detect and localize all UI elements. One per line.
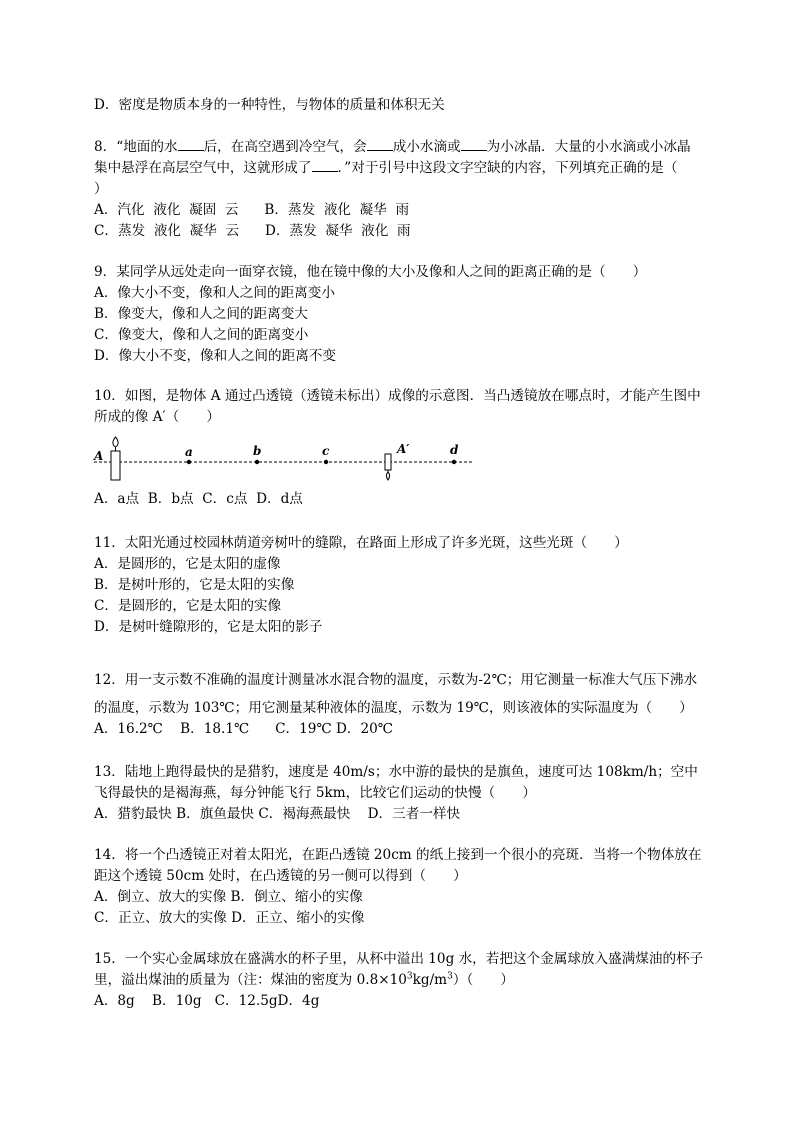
q13-stem: 13．陆地上跑得最快的是猎豹，速度是 40m/s；水中游的最快的是旗鱼，速度可达 108km/h；空中飞得最快的是褐海燕，每分钟能飞行 5km，比较它们运动的快慢（ ） [94,764,698,801]
q9-option-b: B．像变大，像和人之间的距离变大 [94,306,308,322]
image-candle-icon [385,454,391,470]
image-flame-icon [387,472,390,480]
point-b [255,460,259,464]
flame-icon [113,437,118,447]
q14-options-row-1: A．倒立、放大的实像 B．倒立、缩小的实像 [94,889,363,905]
q10-options: A．a点 B．b点 C．c点 D．d点 [94,491,303,507]
q8-stem-part: 后，在高空遇到冷空气，会 [203,139,367,155]
label-c: c [322,444,330,458]
label-A: A [94,449,104,463]
label-d: d [450,443,459,457]
q15-stem-tail: ）（ ） [452,972,514,988]
candle-icon [111,451,120,480]
q12-stem-line-1: 12．用一支示数不准确的温度计测量冰水混合物的温度，示数为-2℃；用它测量一标准大气压下沸水 [94,672,698,688]
q9-option-d: D．像大小不变，像和人之间的距离不变 [94,348,336,364]
q15-superscript: 3 [447,971,453,982]
q11-option-d: D．是树叶缝隙形的，它是太阳的影子 [94,619,323,635]
answer-blank [367,137,393,151]
q8-options-row-1: A．汽化 液化 凝固 云 B．蒸发 液化 凝华 雨 [94,202,410,218]
label-b: b [253,444,262,458]
question-8 [94,137,704,242]
q8-stem [94,137,704,200]
question-13 [94,762,704,825]
lens-diagram [92,436,477,482]
q14-options-row-2: C．正立、放大的实像 D．正立、缩小的实像 [94,910,365,926]
q9-option-a: A．像大小不变，像和人之间的距离变小 [94,285,335,301]
question-11 [94,533,704,638]
q8-options-row-2: C．蒸发 液化 凝华 云 D．蒸发 凝华 液化 雨 [94,223,411,239]
q11-option-b: B．是树叶形的，它是太阳的实像 [94,577,295,593]
q12-stem-line-2: 的温度，示数为 103℃；用它测量某种液体的温度，示数为 19℃，则该液体的实际温度为（ ） [94,700,693,716]
q8-stem-part: ．”对于引号中这段文字空缺的内容，下列填充正确的是（ ） [94,160,705,197]
question-9 [94,262,704,367]
label-A-prime: A′ [397,442,410,456]
question-15 [94,949,704,1012]
q11-option-a: A．是圆形的，它是太阳的虚像 [94,556,281,572]
point-c [324,460,328,464]
label-a: a [185,445,193,459]
answer-blank [312,158,338,172]
q15-stem [94,949,704,991]
answer-blank [461,137,487,151]
answer-blank [178,137,204,151]
question-14 [94,845,704,929]
q8-stem-part: 8．“地面的水 [94,139,178,155]
q15-options: A．8g B．10g C．12.5gD．4g [94,993,320,1009]
q15-unit-text: kg/m [412,972,448,988]
q15-stem-text: 15．一个实心金属球放在盛满水的杯子里，从杯中溢出 10g 水，若把这个金属球放入盛满煤油的杯子里，溢出煤油的质量为（注：煤油的密度为 0.8×10 [94,951,704,988]
point-d [452,460,456,464]
q13-options: A．猎豹最快 B．旗鱼最快 C．褐海燕最快 D．三者一样快 [94,806,461,822]
q11-option-c: C．是圆形的，它是太阳的实像 [94,598,282,614]
point-a [187,460,191,464]
q9-stem: 9．某同学从远处走向一面穿衣镜，他在镜中像的大小及像和人之间的距离正确的是（ ） [94,264,647,280]
q8-stem-part: 为小冰晶．大量的小水滴或小冰晶集中悬浮在高层空气中，这就形成了 [94,139,691,176]
q10-stem: 10．如图，是物体 A 通过凸透镜（透镜未标出）成像的示意图．当凸透镜放在哪点时，才能产生图中所成的像 A′（ ） [94,388,701,425]
question-10 [94,386,704,428]
q15-superscript: 3 [406,971,413,982]
q8-stem-part: 成小水滴或 [392,139,461,155]
q14-stem: 14．将一个凸透镜正对着太阳光，在距凸透镜 20cm 的纸上接到一个很小的亮斑．当将一个物体放在距这个透镜 50cm 处时，在凸透镜的另一侧可以得到（ ） [94,847,702,884]
q9-option-c: C．像变大，像和人之间的距离变小 [94,327,309,343]
q12-options: A．16.2℃ B．18.1℃ C．19℃ D．20℃ [94,721,393,737]
q11-stem: 11．太阳光通过校园林荫道旁树叶的缝隙，在路面上形成了许多光斑，这些光斑（ ） [94,535,628,551]
q7-option-d: D．密度是物质本身的一种特性，与物体的质量和体积无关 [94,97,445,113]
